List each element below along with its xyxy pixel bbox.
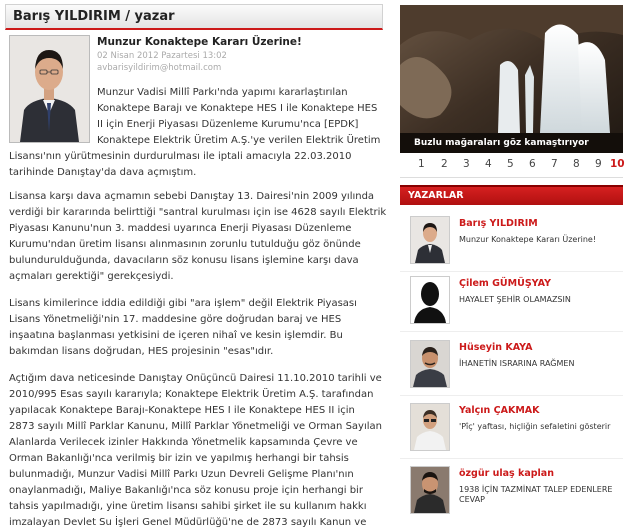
author-photo-icon bbox=[411, 217, 449, 263]
article-line: onaylanmadığı, Maliye Bakanlığı'nca söz konusu proje için herhangi bir bbox=[9, 485, 363, 496]
author-portrait-image bbox=[10, 36, 89, 142]
author-latest-article[interactable]: Munzur Konaktepe Kararı Üzerine! bbox=[459, 235, 597, 244]
author-name[interactable]: Yalçın ÇAKMAK bbox=[459, 405, 540, 416]
gallery-page-7[interactable]: 7 bbox=[551, 158, 558, 170]
article-paragraph-2 bbox=[9, 189, 386, 285]
gallery-caption[interactable]: Buzlu mağaraları göz kamaştırıyor bbox=[400, 133, 623, 153]
divider bbox=[400, 458, 623, 459]
article-line: Konaktepe Elektrik Üretim A.Ş.'ye verilen Elektrik Üretim bbox=[97, 135, 381, 146]
ice-cave-photo[interactable] bbox=[400, 5, 623, 153]
article-paragraph-3 bbox=[9, 296, 357, 360]
author-photo-icon bbox=[411, 467, 449, 513]
article-line: II için Enerji Piyasası Düzenleme Kurumu'nca [EPDK] bbox=[97, 119, 359, 130]
author-latest-article[interactable]: 1938 İÇİN TAZMİNAT TALEP EDENLERE CEVAP bbox=[459, 485, 613, 504]
article-line: tarihinde Danıştay'da dava açmıştım. bbox=[9, 167, 197, 178]
sidebar bbox=[398, 0, 625, 529]
author-item[interactable] bbox=[400, 274, 623, 332]
author-latest-article[interactable]: 'Pîç' yaftası, hiçliğin sefaletini gösterir bbox=[459, 422, 611, 431]
article-line: Kurumu'ndan üretim lisansı alınmasının zorunlu tutulduğu göz önünde bbox=[9, 239, 361, 250]
author-thumbnail[interactable] bbox=[410, 340, 450, 388]
article-paragraph-1-cont bbox=[9, 149, 351, 181]
article-line: 2010/995 Esas sayılı kararıyla; Konaktepe Elektrik Üretim A.Ş. tarafından bbox=[9, 389, 374, 400]
author-item[interactable] bbox=[400, 401, 623, 459]
article-line: 2873 sayılı Millî Parklar Kanunu, Millî Parklar Yönetmeliği ve Orman Sayılan bbox=[9, 421, 382, 432]
photo-gallery[interactable] bbox=[400, 5, 623, 153]
author-photo-icon bbox=[411, 341, 449, 387]
article-line: Alanlarda Verilecek izinler Hakkında Yönetmelik kapsamında Çevre ve bbox=[9, 437, 358, 448]
author-email[interactable]: avbarisyildirim@hotmail.com bbox=[97, 63, 222, 73]
gallery-page-5[interactable]: 5 bbox=[507, 158, 514, 170]
author-thumbnail[interactable] bbox=[410, 276, 450, 324]
author-header-title[interactable]: Barış YILDIRIM / yazar bbox=[13, 9, 175, 24]
silhouette-icon bbox=[411, 277, 449, 323]
gallery-pager bbox=[400, 155, 623, 178]
author-latest-article[interactable]: İHANETİN ISRARINA RAĞMEN bbox=[459, 359, 575, 368]
gallery-page-3[interactable]: 3 bbox=[463, 158, 470, 170]
article-line: bakımdan lisans doğrudan, HES projesinin "esas"ıdır. bbox=[9, 346, 274, 357]
article-line: Açtığım dava neticesinde Danıştay Onüçüncü Dairesi 11.10.2010 tarihli ve bbox=[9, 373, 382, 384]
divider bbox=[400, 271, 623, 272]
author-item[interactable] bbox=[400, 464, 623, 522]
gallery-page-4[interactable]: 4 bbox=[485, 158, 492, 170]
author-photo bbox=[9, 35, 90, 143]
article-paragraph-4 bbox=[9, 371, 382, 531]
article-line: Orman Bakanlığı'nca verilmiş bir izin ve yapılmış herhangi bir tahsis bbox=[9, 453, 349, 464]
article-paragraph-1 bbox=[97, 85, 380, 149]
article-line: Munzur Vadisi Millî Parkı'nda yapımı kararlaştırılan bbox=[97, 87, 348, 98]
gallery-page-10[interactable]: 10 bbox=[610, 158, 625, 170]
gallery-page-1[interactable]: 1 bbox=[418, 158, 425, 170]
article-line: Lisansa karşı dava açmamın sebebi Danıştay 13. Dairesi'nin 2009 yılında bbox=[9, 191, 375, 202]
article-line: yapılacak Konaktepe Barajı-Konaktepe HES I ile Konaktepe HES II için bbox=[9, 405, 355, 416]
author-name[interactable]: özgür ulaş kaplan bbox=[459, 468, 554, 479]
author-name[interactable]: Hüseyin KAYA bbox=[459, 342, 533, 353]
author-name[interactable]: Çilem GÜMÜŞYAY bbox=[459, 278, 551, 289]
article-line: Piyasası Kanunu'nun 3. maddesi uyarınca Enerji Piyasası Düzenleme bbox=[9, 223, 352, 234]
author-photo-icon bbox=[411, 404, 449, 450]
article-line: bulunmadığı, Munzur Vadisi Millî Parkı Uzun Devreli Gelişme Planı'nın bbox=[9, 469, 354, 480]
gallery-page-2[interactable]: 2 bbox=[441, 158, 448, 170]
article-line: tahsis yapılmadığı, yine üretim lisansı sahibi şirket ile su kullanım hakkı bbox=[9, 501, 367, 512]
article-title[interactable]: Munzur Konaktepe Kararı Üzerine! bbox=[97, 36, 302, 48]
divider bbox=[400, 395, 623, 396]
article-line: Konaktepe Barajı ve Konaktepe HES I ile Konaktepe HES bbox=[97, 103, 378, 114]
divider bbox=[400, 331, 623, 332]
gallery-page-8[interactable]: 8 bbox=[573, 158, 580, 170]
author-header-bar bbox=[5, 4, 383, 30]
author-thumbnail[interactable] bbox=[410, 216, 450, 264]
authors-section-title: YAZARLAR bbox=[408, 190, 464, 201]
article-line: Lisans Yönetmeliği'nin 17. maddesine göre doğrudan baraj ve HES bbox=[9, 314, 342, 325]
article-line: inşaatına başlanması yetkisini de içeren nihaî ve kesin işlemdir. Bu bbox=[9, 330, 343, 341]
author-thumbnail[interactable] bbox=[410, 403, 450, 451]
article-line: bulundurulduğunda, davacıların söz konusu lisans işlemine karşı dava bbox=[9, 255, 359, 266]
author-thumbnail[interactable] bbox=[410, 466, 450, 514]
article-date: 02 Nisan 2012 Pazartesi 13:02 bbox=[97, 51, 227, 61]
article-line: Lisansı'nın yürütmesinin durdurulması ile iptali amacıyla 22.03.2010 bbox=[9, 151, 352, 162]
author-name[interactable]: Barış YILDIRIM bbox=[459, 218, 538, 229]
author-latest-article[interactable]: HAYALET ŞEHİR OLAMAZSIN bbox=[459, 295, 571, 304]
gallery-page-6[interactable]: 6 bbox=[529, 158, 536, 170]
author-item[interactable] bbox=[400, 338, 623, 396]
gallery-page-9[interactable]: 9 bbox=[595, 158, 602, 170]
article-line: açmaları gerektiği" gerekçesiydi. bbox=[9, 271, 174, 282]
article-line: imzalayan Devlet Su İşleri Genel Müdürlüğü'ne de 2873 sayılı Kanun ve bbox=[9, 517, 367, 528]
authors-section-header bbox=[400, 185, 623, 205]
article-line: verdiği bir kararında belirttiği "santral kurulması için ise 4628 sayılı Elektrik bbox=[9, 207, 387, 218]
author-item[interactable] bbox=[400, 214, 623, 272]
article-line: Lisans kimilerince iddia edildiği gibi "ara işlem" değil Elektrik Piyasası bbox=[9, 298, 357, 309]
